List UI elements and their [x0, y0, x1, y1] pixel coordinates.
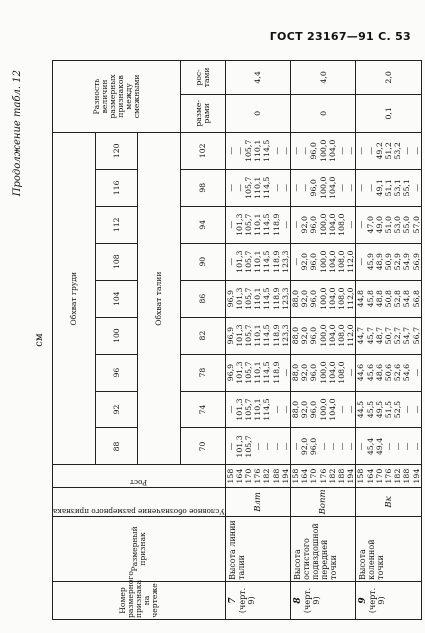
height-values-cell: 158 164 170 176 182 188 194 [225, 465, 290, 487]
measurement-cell: 44,8 45,8 48,8 50,8 52,8 54,8 56,8 [356, 280, 421, 317]
measurement-cell: 96,9 101,3 105,7 110,1 114,5 118,9 123,3 [225, 280, 290, 317]
measurement-cell: 44,7 45,7 48,7 50,7 52,7 54,7 56,7 [356, 317, 421, 354]
feature-name-cell: Высота остистого подвздошной передней точки [291, 516, 356, 581]
chest-value-cell: 116 [95, 169, 138, 206]
waist-value-cell: 70 [181, 428, 225, 465]
chest-value-cell: 120 [95, 132, 138, 169]
col-header-symbol-text: Условное обозначение размерного признака [53, 506, 225, 516]
measurement-cell: — 47,0 49,0 51,0 53,0 55,0 57,0 [356, 206, 421, 243]
table-row [225, 61, 290, 620]
page-header: ГОСТ 23167—91 С. 53 [269, 30, 411, 43]
measurement-cell: 88,0 92,0 96,0 100,0 104,0 — — [291, 391, 356, 428]
chest-value-cell: 100 [95, 317, 138, 354]
col-header-waist-group: Обхват талии [138, 132, 181, 465]
col-header-diff-group: Разность величин размерных признаков между смежными [53, 61, 181, 133]
drawing-ref: (черт. 9) [237, 587, 256, 614]
col-header-symbol [53, 487, 226, 516]
diff-heights-cell: 4,4 [225, 61, 290, 95]
unit-label: см [34, 333, 45, 347]
measurement-cell: — 92,0 96,0 100,0 104,0 108,0 — [291, 206, 356, 243]
chest-value-cell: 96 [95, 354, 138, 391]
data-table [52, 60, 422, 620]
diff-sizes-cell: 0,1 [356, 94, 421, 132]
measurement-cell: — 45,9 48,9 50,9 52,9 54,9 56,9 [356, 243, 421, 280]
waist-value-cell: 90 [181, 243, 225, 280]
measurement-cell: 88,0 92,0 96,0 100,0 104,0 108,0 112,0 [291, 280, 356, 317]
table-continuation-title: Продолжение табл. 12 [12, 70, 23, 197]
measurement-cell: — — 49,2 51,2 53,2 — — [356, 132, 421, 169]
drawing-ref: (черт. 9) [368, 587, 387, 614]
waist-value-cell: 78 [181, 354, 225, 391]
measurement-cell: 44,6 45,6 48,6 50,6 52,6 54,6 — [356, 354, 421, 391]
waist-value-cell: 82 [181, 317, 225, 354]
measurement-cell: 44,5 45,5 49,5 51,5 52,5 — — [356, 391, 421, 428]
feature-name-cell: Высота коленной точки [356, 516, 421, 581]
chest-value-cell: 88 [95, 428, 138, 465]
feature-number: 8 [293, 597, 304, 604]
measurement-cell: — 92,0 96,0 100,0 104,0 108,0 112,0 [291, 243, 356, 280]
measurement-cell: — — 96,0 100,0 104,0 — — [291, 132, 356, 169]
table-row [291, 61, 356, 620]
measurement-cell: — 45,4 49,4 — — — — [356, 428, 421, 465]
measurement-cell: — 92,0 96,0 — — — — [291, 428, 356, 465]
col-header-feature: Размерный признак [53, 516, 226, 581]
drawing-ref: (черт. 9) [303, 587, 322, 614]
measurement-cell: — 101,3 105,7 — — — — [225, 428, 290, 465]
col-header-height-text: Рост [130, 477, 148, 487]
feature-symbol-cell: Bк [356, 487, 421, 516]
feature-symbol-cell: Bопт [291, 487, 356, 516]
feature-symbol-cell: Bлт [225, 487, 290, 516]
chest-value-cell: 92 [95, 391, 138, 428]
height-values-cell: 158 164 170 176 182 188 194 [356, 465, 421, 487]
diff-sizes-cell: 0 [225, 94, 290, 132]
waist-value-cell: 86 [181, 280, 225, 317]
col-header-height [53, 465, 226, 487]
chest-value-cell: 112 [95, 206, 138, 243]
waist-value-cell: 102 [181, 132, 225, 169]
waist-value-cell: 98 [181, 169, 225, 206]
measurement-cell: 88,0 92,0 96,0 100,0 104,0 108,0 112,0 [291, 317, 356, 354]
col-header-diff-sizes: разме- рами [181, 94, 225, 132]
measurement-cell: 96,9 101,3 105,7 110,1 114,5 118,9 123,3 [225, 317, 290, 354]
measurement-cell: — — 49,1 51,1 53,1 55,1 — [356, 169, 421, 206]
diff-sizes-cell: 0 [291, 94, 356, 132]
col-header-chest-group: Обхват груди [53, 132, 96, 465]
feature-number: 7 [227, 597, 238, 604]
feature-number-cell [225, 581, 290, 619]
diff-heights-cell: 4,0 [291, 61, 356, 95]
waist-value-cell: 74 [181, 391, 225, 428]
chest-value-cell: 104 [95, 280, 138, 317]
chest-value-cell: 108 [95, 243, 138, 280]
diff-heights-cell: 2,0 [356, 61, 421, 95]
rotated-table-area [12, 60, 421, 620]
col-header-number: Номер размерного признака на чертеже [53, 581, 226, 619]
measurement-cell: — — 96,0 100,0 104,0 — — [291, 169, 356, 206]
measurement-cell: — — 105,7 110,1 114,5 — — [225, 169, 290, 206]
measurement-cell: 96,9 101,3 105,7 110,1 114,5 118,9 — [225, 354, 290, 391]
col-header-diff-heights: рос- тами [181, 61, 225, 95]
measurement-cell: 88,0 92,0 96,0 100,0 104,0 108,0 — [291, 354, 356, 391]
feature-number: 9 [358, 597, 369, 604]
feature-name-cell: Высота линии талии [225, 516, 290, 581]
height-values-cell: 158 164 170 176 182 188 194 [291, 465, 356, 487]
measurement-cell: — 101,3 105,7 110,1 114,5 118,9 123,3 [225, 243, 290, 280]
table-row [356, 61, 421, 620]
measurement-cell: — 101,3 105,7 110,1 114,5 118,9 — [225, 206, 290, 243]
measurement-cell: — 101,3 105,7 110,1 114,5 — — [225, 391, 290, 428]
table-body [225, 61, 421, 620]
feature-number-cell [291, 581, 356, 619]
feature-number-cell [356, 581, 421, 619]
waist-value-cell: 94 [181, 206, 225, 243]
measurement-cell: — — 105,7 110,1 114,5 — — [225, 132, 290, 169]
